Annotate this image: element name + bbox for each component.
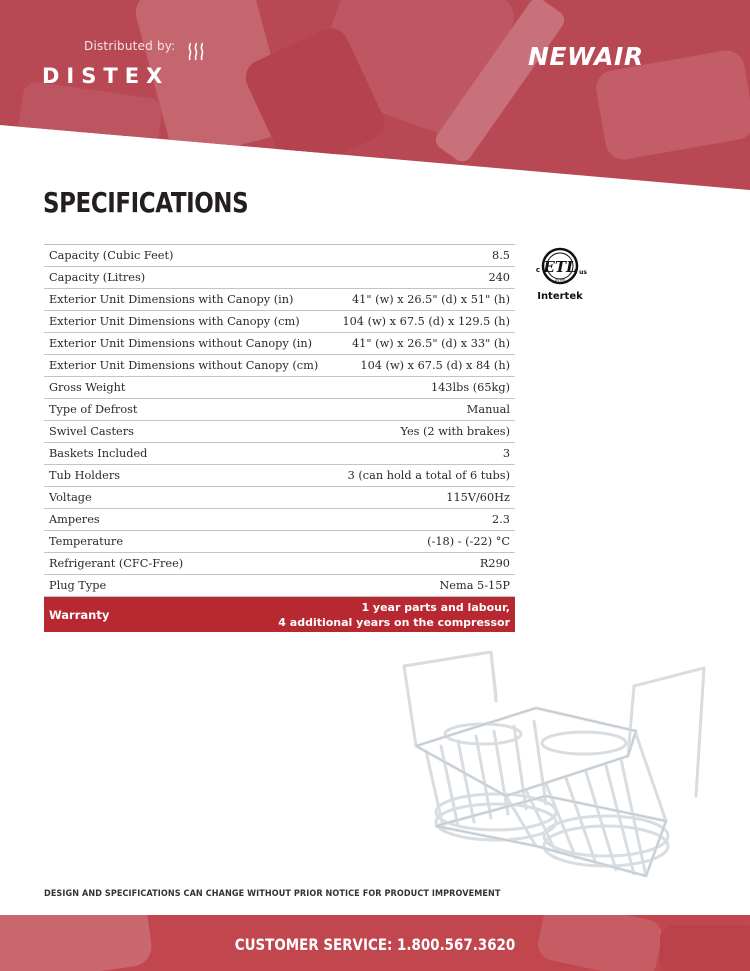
spec-row <box>44 443 515 465</box>
spec-label: Swivel Casters <box>49 425 134 438</box>
spec-label: Plug Type <box>49 579 107 592</box>
spec-label: Amperes <box>49 513 100 526</box>
header-background <box>0 0 750 190</box>
spec-label: Refrigerant (CFC-Free) <box>49 557 184 570</box>
etl-us: us <box>579 269 587 276</box>
newair-logo-text: NEWAIR <box>528 42 644 71</box>
spec-value: Manual <box>466 403 510 416</box>
spec-row <box>44 399 515 421</box>
spec-label: Tub Holders <box>49 469 121 482</box>
spec-label: Exterior Unit Dimensions without Canopy (in) <box>49 337 313 350</box>
spec-value: 3 (can hold a total of 6 tubs) <box>347 469 510 482</box>
spec-value: Yes (2 with brakes) <box>400 425 510 438</box>
spec-row <box>44 465 515 487</box>
steam-icon <box>186 42 206 62</box>
etl-listed: LISTED <box>554 278 566 282</box>
spec-value: 8.5 <box>492 249 510 262</box>
tub-holder-basket-image <box>396 646 708 896</box>
spec-label: Voltage <box>49 491 92 504</box>
spec-row <box>44 355 515 377</box>
etl-mark: ETL <box>543 258 577 276</box>
intertek-label: Intertek <box>537 291 583 302</box>
spec-label: Capacity (Cubic Feet) <box>49 249 174 262</box>
customer-service-line <box>0 935 750 954</box>
spec-row <box>44 245 515 267</box>
spec-row <box>44 311 515 333</box>
spec-label: Capacity (Litres) <box>49 271 146 284</box>
header-banner <box>0 0 750 190</box>
spec-row <box>44 421 515 443</box>
spec-value: 2.3 <box>492 513 510 526</box>
spec-value: 41" (w) x 26.5" (d) x 51" (h) <box>352 293 510 306</box>
warranty-value <box>278 600 510 630</box>
spec-label: Exterior Unit Dimensions with Canopy (in) <box>49 293 294 306</box>
etl-c: c <box>535 266 541 274</box>
spec-row <box>44 531 515 553</box>
spec-value: 104 (w) x 67.5 (d) x 84 (h) <box>360 359 510 372</box>
spec-label: Gross Weight <box>49 381 126 394</box>
spec-label: Type of Defrost <box>49 403 138 416</box>
disclaimer-notice: DESIGN AND SPECIFICATIONS CAN CHANGE WITHOUT PRIOR NOTICE FOR PRODUCT IMPROVEMENT <box>44 889 501 899</box>
warranty-row <box>44 597 515 632</box>
spec-table <box>44 244 515 632</box>
distributed-by-label: Distributed by: <box>84 39 176 53</box>
spec-value: 240 <box>488 271 510 284</box>
spec-value: 115V/60Hz <box>446 491 510 504</box>
warranty-label: Warranty <box>49 607 110 622</box>
spec-value: 143lbs (65kg) <box>430 381 510 394</box>
spec-row <box>44 267 515 289</box>
spec-row <box>44 487 515 509</box>
spec-value: 41" (w) x 26.5" (d) x 33" (h) <box>352 337 510 350</box>
spec-row <box>44 289 515 311</box>
spec-value: Nema 5-15P <box>439 579 510 592</box>
distex-logo: DISTEX <box>42 64 170 88</box>
spec-label: Exterior Unit Dimensions with Canopy (cm) <box>49 315 300 328</box>
spec-label: Temperature <box>49 535 124 548</box>
spec-row <box>44 509 515 531</box>
spec-value: 3 <box>502 447 510 460</box>
newair-logo <box>528 42 644 71</box>
etl-certification-logo <box>532 242 588 304</box>
warranty-line-2: 4 additional years on the compressor <box>278 615 510 629</box>
spec-row <box>44 553 515 575</box>
spec-row <box>44 333 515 355</box>
warranty-line-1: 1 year parts and labour, <box>361 600 510 614</box>
spec-label: Exterior Unit Dimensions without Canopy (cm) <box>49 359 319 372</box>
spec-row <box>44 575 515 597</box>
spec-label: Baskets Included <box>49 447 148 460</box>
spec-value: R290 <box>479 557 510 570</box>
customer-service-text: CUSTOMER SERVICE: 1.800.567.3620 <box>234 935 516 954</box>
spec-value: 104 (w) x 67.5 (d) x 129.5 (h) <box>342 315 510 328</box>
spec-row <box>44 377 515 399</box>
spec-value: (-18) - (-22) °C <box>427 535 510 548</box>
page-title: SPECIFICATIONS <box>43 186 249 219</box>
